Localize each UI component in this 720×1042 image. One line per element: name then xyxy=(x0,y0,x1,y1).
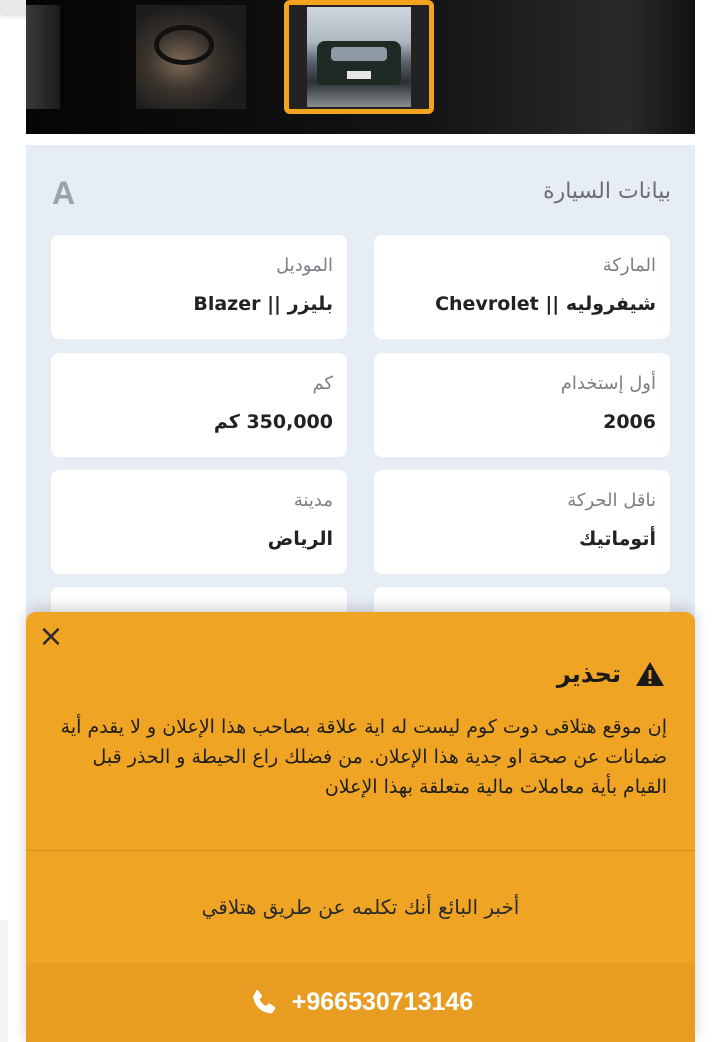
car-specs-section xyxy=(26,145,695,645)
spec-card-brand xyxy=(374,235,670,339)
gallery-thumbnail[interactable] xyxy=(26,5,60,109)
spec-value: الرياض xyxy=(267,528,333,550)
spec-card-city xyxy=(51,470,347,574)
spec-card-model xyxy=(51,235,347,339)
spec-value: شيفروليه || Chevrolet xyxy=(435,293,656,315)
spec-value: أتوماتيك xyxy=(578,528,656,550)
spec-label: الموديل xyxy=(276,255,333,276)
spec-label: ناقل الحركة xyxy=(567,490,656,511)
gallery-thumbnail-selected[interactable] xyxy=(284,0,434,114)
car-photo xyxy=(307,7,411,107)
car-shape xyxy=(317,41,401,85)
steering-wheel-image xyxy=(154,25,214,65)
close-icon[interactable]: × xyxy=(38,619,64,654)
warning-message: إن موقع هتلاقى دوت كوم ليست له اية علاقة بصاحب هذا الإعلان و لا يقدم أية ضمانات عن صحة او جدية هذا الإعلان. من فضلك راع الحيطة و الحذر قبل القيام بأية معاملات مالية متعلقة بهذا الإعلان xyxy=(60,716,667,798)
grade-badge: A xyxy=(52,175,76,211)
spec-value: 350,000 كم xyxy=(213,411,333,433)
call-button[interactable] xyxy=(26,963,695,1042)
spec-label: مدينة xyxy=(293,490,333,511)
section-title: بيانات السيارة xyxy=(543,179,671,204)
spec-card-transmission xyxy=(374,470,670,574)
warning-triangle-icon xyxy=(635,661,665,687)
phone-number: +966530713146 xyxy=(291,988,474,1016)
spec-label: الماركة xyxy=(602,255,656,276)
image-gallery xyxy=(26,0,695,134)
warning-modal xyxy=(26,612,695,1042)
spec-value: بليزر || Blazer xyxy=(193,293,333,315)
side-strip xyxy=(0,920,8,1042)
spec-card-first-use xyxy=(374,353,670,457)
spec-card-mileage xyxy=(51,353,347,457)
spec-label: أول إستخدام xyxy=(560,373,656,394)
tell-seller-note: أخبر البائع أنك تكلمه عن طريق هتلاقي xyxy=(201,895,520,919)
gallery-thumbnail[interactable] xyxy=(136,5,246,109)
phone-icon xyxy=(248,987,280,1019)
spec-label: كم xyxy=(312,373,333,394)
warning-title: تحذير xyxy=(556,660,621,688)
warning-header xyxy=(557,660,665,688)
spec-value: 2006 xyxy=(603,411,656,433)
